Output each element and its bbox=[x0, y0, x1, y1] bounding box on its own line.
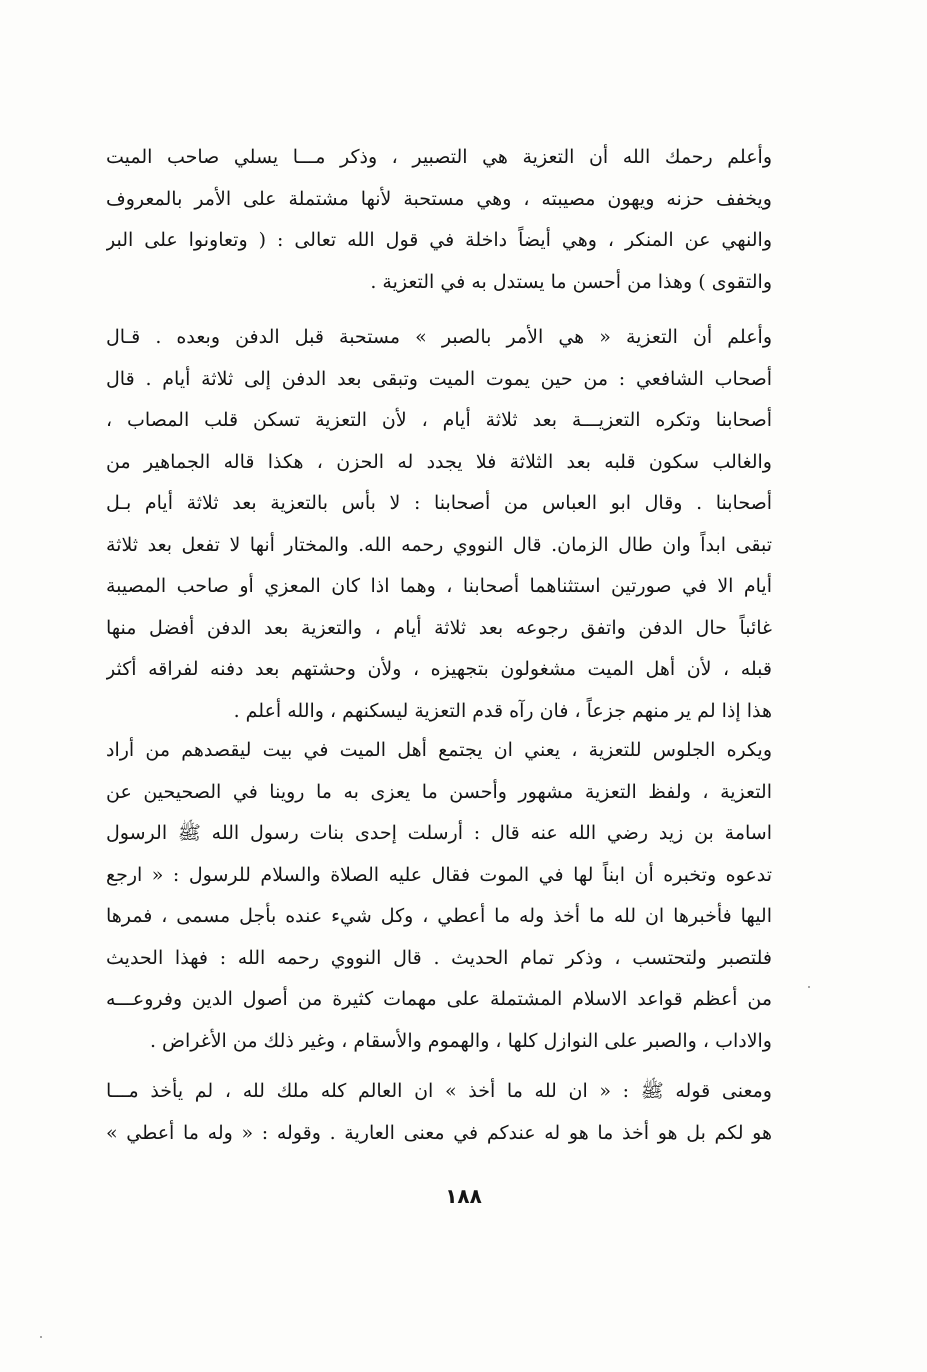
paragraph-1 bbox=[106, 137, 772, 303]
paragraph-3 bbox=[106, 730, 772, 1062]
paragraph-2-line-8: غائباً حال الدفن واتفق رجوعه بعد ثلاثة أيام ، والتعزية بعد الدفن أفضل منها bbox=[106, 616, 772, 639]
paragraph-2-line-10: هذا إذا لم ير منهم جزعاً ، فان رآه قدم التعزية ليسكنهم ، والله أعلم . bbox=[233, 699, 772, 722]
paragraph-2-line-5: أصحابنا . وقال ابو العباس من أصحابنا : لا بأس بالتعزية بعد ثلاثة أيام بـل bbox=[106, 492, 772, 514]
paragraph-3-text bbox=[106, 730, 772, 1062]
paragraph-3-line-1: ويكره الجلوس للتعزية ، يعني ان يجتمع أهل الميت في بيت ليقصدهم من أراد bbox=[106, 739, 772, 761]
scan-speck bbox=[808, 986, 810, 988]
paragraph-1-line-3: والنهي عن المنكر ، وهي أيضاً داخلة في قول الله تعالى : ( وتعاونوا على البر bbox=[106, 229, 772, 251]
paragraph-2-line-2: أصحاب الشافعي : من حين يموت الميت وتبقى بعد الدفن إلى ثلاثة أيام . قال bbox=[106, 367, 772, 390]
paragraph-3-line-4: تدعوه وتخبره أن ابناً لها في الموت فقال عليه الصلاة والسلام للرسول : « ارجع bbox=[106, 863, 772, 886]
page-number: ١٨٨ bbox=[445, 1184, 482, 1208]
paragraph-3-line-8: والاداب ، والصبر على النوازل كلها ، والهموم والأسقام ، وغير ذلك من الأغراض . bbox=[149, 1029, 772, 1052]
paragraph-2-line-3: أصحابنا وتكره التعزيـــة بعد ثلاثة أيام ، لأن التعزية تسكن قلب المصاب ، bbox=[106, 409, 772, 431]
paragraph-3-line-3: اسامة بن زيد رضي الله عنه قال : أرسلت إحدى بنات رسول الله ﷺ الرسول bbox=[106, 822, 772, 844]
paragraph-1-text bbox=[106, 137, 772, 303]
paragraph-1-line-1: وأعلم رحمك الله أن التعزية هي التصبير ، وذكر مـــا يسلي صاحب الميت bbox=[106, 146, 772, 168]
paragraph-2 bbox=[106, 317, 772, 732]
paragraph-2-line-7: أيام الا في صورتين استثناهما أصحابنا ، وهما اذا كان المعزي أو صاحب المصيبة bbox=[106, 575, 772, 597]
paragraph-1-line-2: ويخفف حزنه ويهون مصيبته ، وهي مستحبة لأنها مشتملة على الأمر بالمعروف bbox=[106, 187, 772, 210]
paragraph-3-line-7: من أعظم قواعد الاسلام المشتملة على مهمات كثيرة من أصول الدين وفروعـــه bbox=[106, 988, 772, 1010]
paragraph-2-line-1: وأعلم أن التعزية « هي الأمر بالصبر » مستحبة قبل الدفن وبعده . قـال bbox=[106, 326, 772, 348]
paragraph-3-line-5: اليها فأخبرها ان لله ما أخذ وله ما أعطي ، وكل شيء عنده بأجل مسمى ، فمرها bbox=[106, 905, 772, 927]
paragraph-3-line-2: التعزية ، ولفظ التعزية مشهور وأحسن ما يعزى به ما روينا في الصحيحين عن bbox=[106, 780, 772, 803]
paragraph-4-text bbox=[106, 1071, 772, 1154]
scan-speck bbox=[40, 1336, 42, 1338]
paragraph-4-line-1: ومعنى قوله ﷺ : « ان لله ما أخذ » ان العالم كله ملك لله ، لم يأخذ مـــا bbox=[106, 1080, 772, 1102]
paragraph-2-line-6: تبقى ابداً وان طال الزمان. قال النووي رحمه الله. والمختار أنها لا تفعل بعد ثلاثة bbox=[106, 533, 772, 556]
paragraph-4 bbox=[106, 1071, 772, 1154]
paragraph-3-line-6: فلتصبر ولتحتسب ، وذكر تمام الحديث . قال النووي رحمه الله : فهذا الحديث bbox=[106, 946, 772, 969]
paragraph-2-text bbox=[106, 317, 772, 732]
paragraph-2-line-9: قبله ، لأن أهل الميت مشغولون بتجهيزه ، ولأن وحشتهم بعد دفنه لفراقه أكثر bbox=[106, 658, 772, 680]
paragraph-1-line-4: والتقوى ) وهذا من أحسن ما يستدل به في التعزية . bbox=[370, 270, 772, 293]
paragraph-4-line-2: هو لكم بل هو أخذ ما هو له عندكم في معنى العارية . وقوله : « وله ما أعطي » bbox=[106, 1121, 772, 1144]
paragraph-2-line-4: والغالب سكون قلبه بعد الثلاثة فلا يجدد له الحزن ، هكذا قاله الجماهير من bbox=[106, 450, 772, 473]
